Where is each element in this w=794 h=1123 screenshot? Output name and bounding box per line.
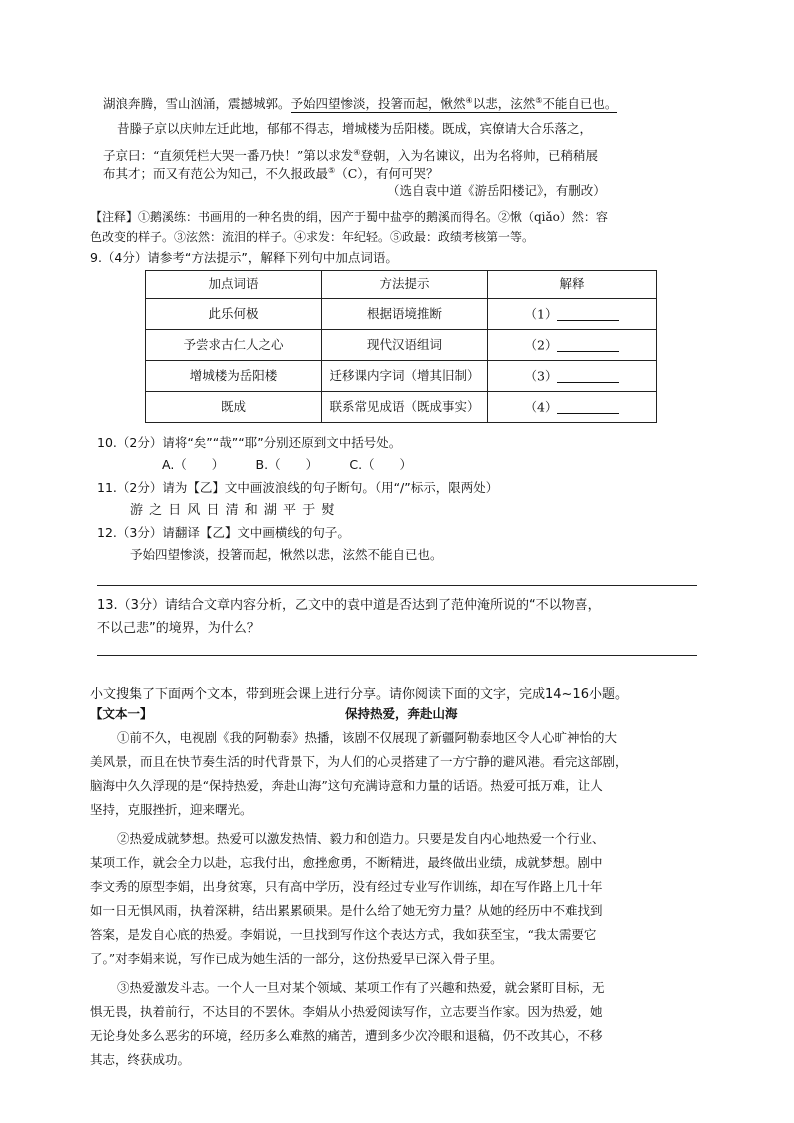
passage-source: （选自袁中道《游岳阳楼记》，有删改）: [387, 183, 606, 198]
passage-line-1: [103, 97, 617, 111]
paragraph-line: 如一日无惧风雨，执着深耕，结出累累硕果。是什么给了她无穷力量？从她的经历中不难找到: [90, 903, 603, 918]
paragraph-line: 了。”对李娟来说，写作已成为她生活的一部分，这份热爱早已深入骨子里。: [90, 951, 503, 966]
passage-line-2: 昔滕子京以庆帅左迁此地，郁郁不得志，增城楼为岳阳楼。既成，宾僚请大合乐落之，: [117, 121, 593, 136]
question-9-prompt: 9.（4分）请参考“方法提示”，解释下列句中加点词语。: [90, 250, 398, 265]
paragraph-line: 李文秀的原型李娟，出身贫寒，只有高中学历，没有经过专业写作训练，却在写作路上几十年: [90, 879, 603, 894]
paragraph-line: 脑海中久久浮现的是“保持热爱，奔赴山海”这句充满诗意和力量的话语。热爱可抵万难，让人: [90, 778, 603, 793]
answer-line[interactable]: [97, 655, 697, 656]
answer-blank[interactable]: [557, 370, 619, 383]
table-cell-word: 既成: [146, 392, 322, 423]
answer-cell[interactable]: （4）: [488, 392, 657, 423]
paragraph-line: 惧无畏，执着前行，不达目的不罢休。李娟从小热爱阅读写作，立志要当作家。因为热爱，她: [90, 1004, 603, 1019]
table-cell-word: 增城楼为岳阳楼: [146, 361, 322, 392]
table-header: 方法提示: [322, 271, 488, 299]
answer-cell[interactable]: （3）: [488, 361, 657, 392]
question-12-sentence: 予始四望惨淡，投箸而起，愀然以悲，泫然不能自已也。: [130, 547, 443, 562]
table-row: [146, 299, 657, 330]
question-13-line-1: 13.（3分）请结合文章内容分析，乙文中的袁中道是否达到了范仲淹所说的“不以物喜，: [97, 598, 601, 613]
paragraph-line: ②热爱成就梦想。热爱可以激发热情、毅力和创造力。只要是发自内心地热爱一个行业、: [117, 831, 605, 846]
table-cell-word: 予尝求古仁人之心: [146, 330, 322, 361]
table-header: 解释: [488, 271, 657, 299]
question-9-table: [145, 270, 657, 423]
answer-blank[interactable]: [557, 401, 619, 414]
question-13-line-2: 不以己悲”的境界，为什么？: [97, 621, 260, 636]
notes-line-2: 色改变的样子。③泫然：流泪的样子。④求发：年纪轻。⑤政最：政绩考核第一等。: [90, 230, 535, 244]
table-row: [146, 361, 657, 392]
paragraph-line: 其志，终获成功。: [90, 1052, 191, 1067]
question-11-prompt: 11.（2分）请为【乙】文中画波浪线的句子断句。（用“/”标示，限两处）: [97, 480, 499, 495]
table-cell-hint: 联系常见成语（既成事实）: [322, 392, 488, 423]
underlined-sentence: 予始四望惨淡，投箸而起，愀然④以悲，泫然⑤不能自已也。: [290, 96, 618, 112]
section-intro: 小文搜集了下面两个文本，带到班会课上进行分享。请你阅读下面的文字，完成14~16小题。: [90, 687, 628, 702]
passage-line-3: 子京曰：“直须凭栏大哭一番乃快！”第以求发④登朝，入为名谏议，出为名将帅，已稍稍展: [103, 148, 598, 164]
table-row: [146, 330, 657, 361]
answer-blank[interactable]: [557, 308, 619, 321]
paragraph-line: 无论身处多么恶劣的环境，经历多么难熬的痛苦，遭到多少次冷眼和退稿，仍不改其心，不移: [90, 1028, 603, 1043]
passage-line-4: 布其才；而又有范公为知己，不久报政最⑤（C），有何可哭？: [103, 166, 439, 182]
table-cell-hint: 现代汉语组词: [322, 330, 488, 361]
paragraph-line: 答案，是发自心底的热爱。李娟说，一旦找到写作这个表达方式，我如获至宝，“我太需要它: [90, 927, 597, 942]
answer-cell[interactable]: （2）: [488, 330, 657, 361]
notes-line-1: 【注释】①鹅溪练：书画用的一种名贵的绢，因产于蜀中盐亭的鹅溪而得名。②愀（qiǎo）然：容: [90, 210, 608, 224]
question-10-options[interactable]: A.（ ） B.（ ） C.（ ）: [162, 457, 413, 472]
table-row: [146, 392, 657, 423]
answer-cell[interactable]: （1）: [488, 299, 657, 330]
question-11-sentence: 游 之 日 风 日 清 和 湖 平 于 熨: [130, 503, 336, 518]
answer-line[interactable]: [97, 585, 697, 586]
table-header: 加点词语: [146, 271, 322, 299]
paragraph-line: 美风景，而且在快节奏生活的时代背景下，为人们的心灵搭建了一方宁静的避风港。看完这部剧，: [90, 754, 628, 769]
paragraph-line: ①前不久，电视剧《我的阿勒泰》热播，该剧不仅展现了新疆阿勒泰地区令人心旷神怡的大: [117, 730, 618, 745]
question-10-prompt: 10.（2分）请将“矣”“哉”“耶”分别还原到文中括号处。: [97, 435, 402, 450]
table-cell-hint: 迁移课内字词（增其旧制）: [322, 361, 488, 392]
question-12-prompt: 12.（3分）请翻译【乙】文中画横线的句子。: [97, 525, 350, 540]
table-cell-hint: 根据语境推断: [322, 299, 488, 330]
text-label: 【文本一】: [90, 706, 153, 721]
paragraph-line: ③热爱激发斗志。一个人一旦对某个领域、某项工作有了兴趣和热爱，就会紧盯目标，无: [117, 980, 605, 995]
paragraph-line: 某项工作，就会全力以赴，忘我付出，愈挫愈勇，不断精进，最终做出业绩，成就梦想。剧中: [90, 855, 603, 870]
paragraph-line: 坚持，克服挫折，迎来曙光。: [90, 802, 253, 817]
passage-text: 湖浪奔腾，雪山汹涌，震撼城郭。: [103, 96, 291, 112]
answer-blank[interactable]: [557, 339, 619, 352]
article-title: 保持热爱，奔赴山海: [345, 706, 458, 721]
table-cell-word: 此乐何极: [146, 299, 322, 330]
